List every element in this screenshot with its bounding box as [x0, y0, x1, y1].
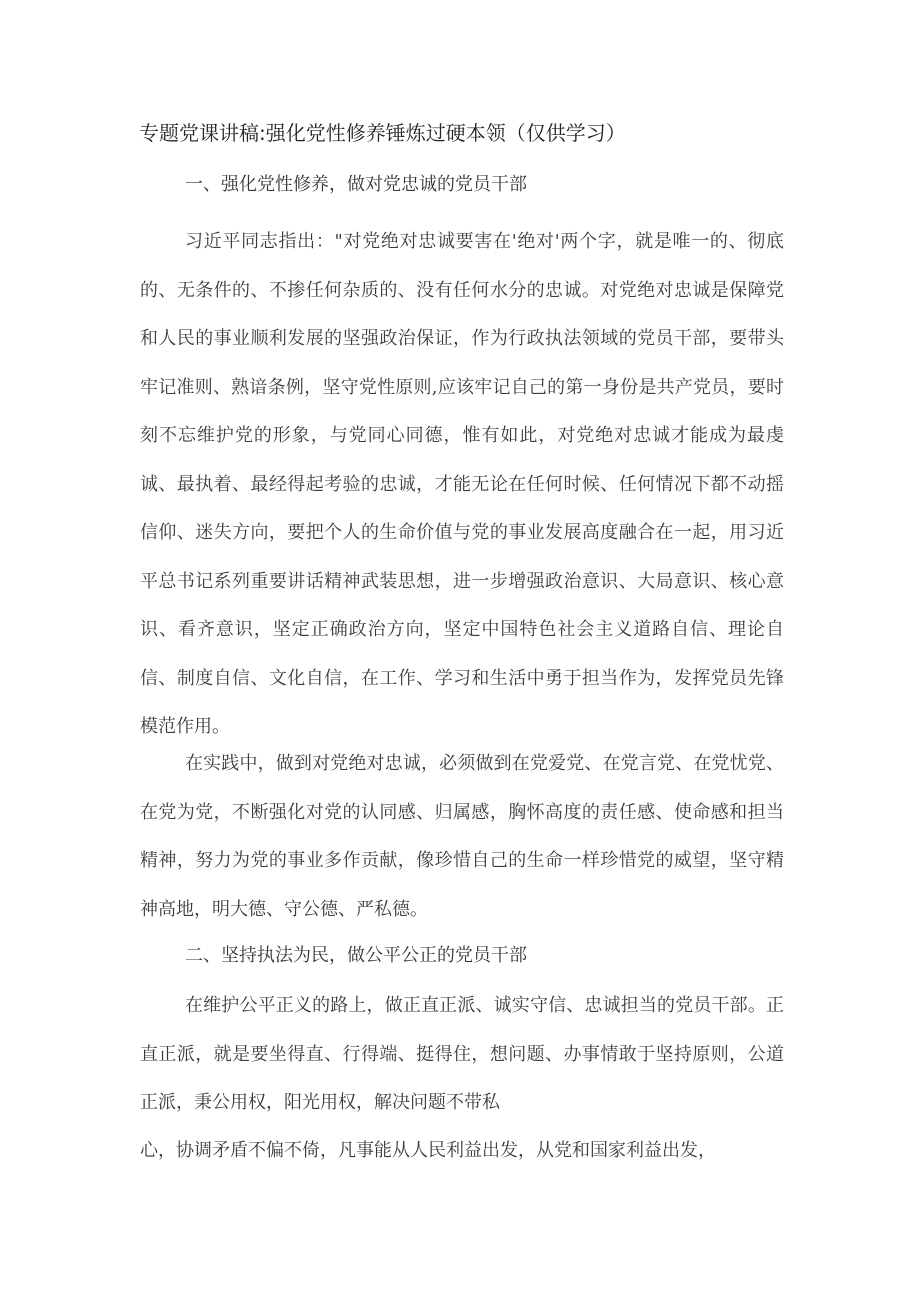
section-2-paragraph-1: 在维护公平正义的路上，做正直正派、诚实守信、忠诚担当的党员干部。正直正派，就是要坐得直、行得端、挺得住，想问题、办事情敢于坚持原则，公道正派，秉公用权，阳光用权，解决问题不带私	[140, 995, 784, 1113]
section-2-heading: 二、坚持执法为民，做公平公正的党员干部	[185, 945, 527, 966]
section-1-paragraph-1: 习近平同志指出："对党绝对忠诚要害在'绝对'两个字，就是唯一的、彻底的、无条件的、不掺任何杂质的、没有任何水分的忠诚。对党绝对忠诚是保障党和人民的事业顺利发展的坚强政治保证，作为行政执法领域的党员干部，要带头牢记准则、熟谙条例，坚守党性原则,应该牢记自己的第一身份是共产党员，要时刻不忘维护党的形象，与党同心同德，惟有如此，对党绝对忠诚才能成为最虔诚、最执着、最经得起考验的忠诚，才能无论在任何时候、任何情况下都不动摇信仰、迷失方向，要把个人的生命价值与党的事业发展高度融合在一起，用习近平总书记系列重要讲话精神武装思想，进一步增强政治意识、大局意识、核心意识、看齐意识，坚定正确政治方向，坚定中国特色社会主义道路自信、理论自信、制度自信、文化自信，在工作、学习和生活中勇于担当作为，发挥党员先锋模范作用。	[140, 231, 784, 737]
section-1-heading: 一、强化党性修养，做对党忠诚的党员干部	[185, 174, 527, 195]
section-2-paragraph-2: 心，协调矛盾不偏不倚，凡事能从人民利益出发，从党和国家利益出发，	[140, 1140, 716, 1161]
document-title: 专题党课讲稿:强化党性修养锤炼过硬本领（仅供学习）	[139, 121, 626, 145]
section-1-paragraph-2: 在实践中，做到对党绝对忠诚，必须做到在党爱党、在党言党、在党忧党、在党为党，不断强化对党的认同感、归属感，胸怀高度的责任感、使命感和担当精神，努力为党的事业多作贡献，像珍惜自己的生命一样珍惜党的威望，坚守精神高地，明大德、守公德、严私德。	[140, 753, 784, 920]
